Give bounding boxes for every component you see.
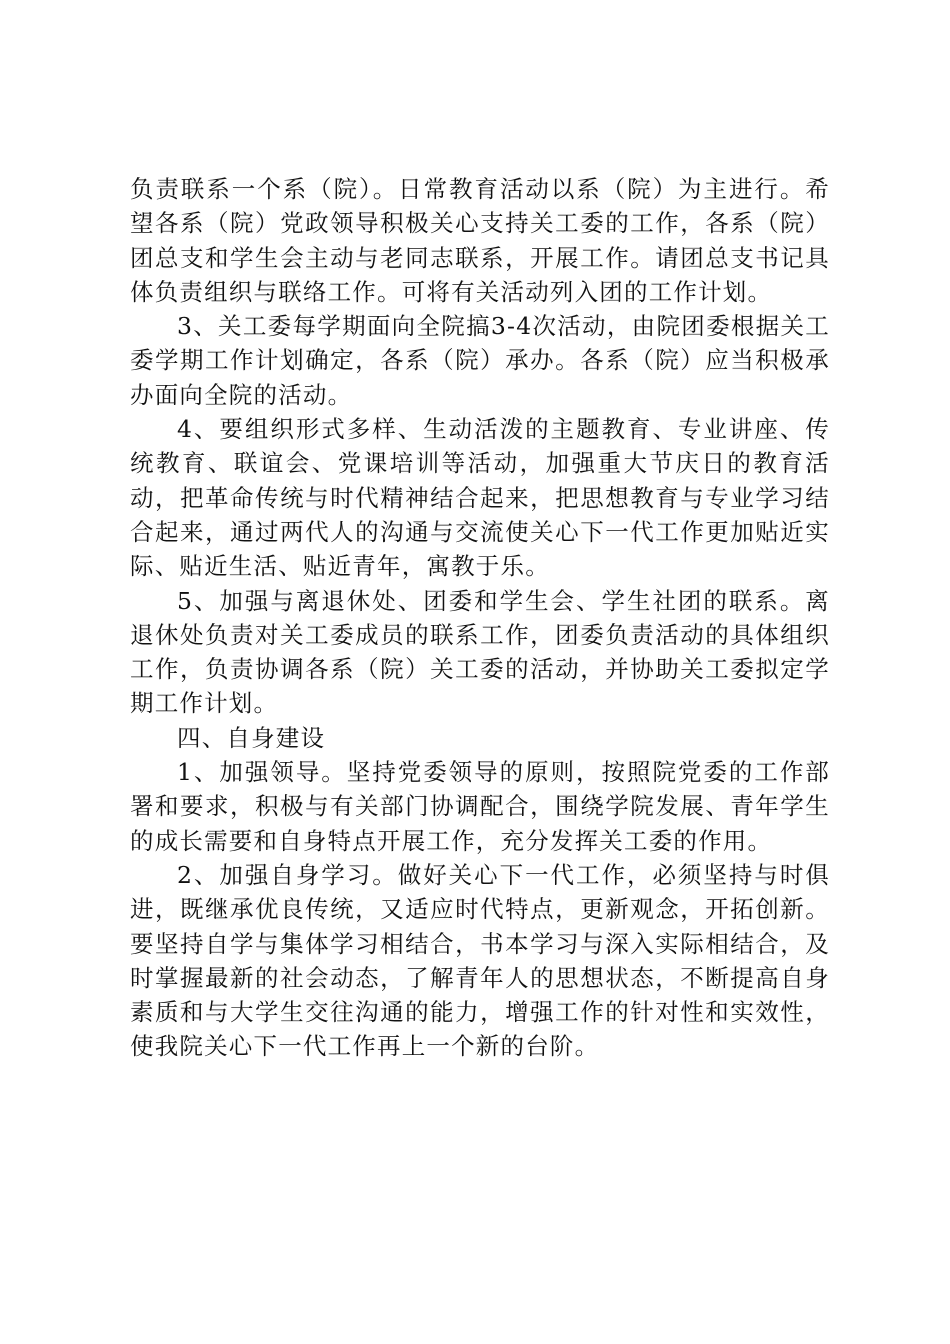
paragraph-continuation: 负责联系一个系（院）。日常教育活动以系（院）为主进行。希望各系（院）党政领导积极关心支持关工委的工作，各系（院）团总支和学生会主动与老同志联系，开展工作。请团总支书记具体负责组织与联络工作。可将有关活动列入团的工作计划。 (130, 175, 830, 306)
paragraph-item-5: 5、加强与离退休处、团委和学生会、学生社团的联系。离退休处负责对关工委成员的联系工作，团委负责活动的具体组织工作，负责协调各系（院）关工委的活动，并协助关工委拟定学期工作计划。 (130, 586, 830, 718)
paragraph-item-3: 3、关工委每学期面向全院搞3-4次活动，由院团委根据关工委学期工作计划确定，各系（院）承办。各系（院）应当积极承办面向全院的活动。 (130, 312, 830, 409)
document-body (130, 172, 830, 1064)
paragraph-item-4: 4、要组织形式多样、生动活泼的主题教育、专业讲座、传统教育、联谊会、党课培训等活动，加强重大节庆日的教育活动，把革命传统与时代精神结合起来，把思想教育与专业学习结合起来，通过两代人的沟通与交流使关心下一代工作更加贴近实际、贴近生活、贴近青年，寓教于乐。 (130, 415, 830, 581)
section-heading-self-building: 四、自身建设 (177, 723, 326, 752)
paragraph-leadership: 1、加强领导。坚持党委领导的原则，按照院党委的工作部署和要求，积极与有关部门协调配合，围绕学院发展、青年学生的成长需要和自身特点开展工作，充分发挥关工委的作用。 (130, 758, 830, 855)
paragraph-self-study: 2、加强自身学习。做好关心下一代工作，必须坚持与时俱进，既继承优良传统，又适应时代特点，更新观念，开拓创新。要坚持自学与集体学习相结合，书本学习与深入实际相结合，及时掌握最新的社会动态，了解青年人的思想状态，不断提高自身素质和与大学生交往沟通的能力，增强工作的针对性和实效性，使我院关心下一代工作再上一个新的台阶。 (130, 860, 830, 1061)
